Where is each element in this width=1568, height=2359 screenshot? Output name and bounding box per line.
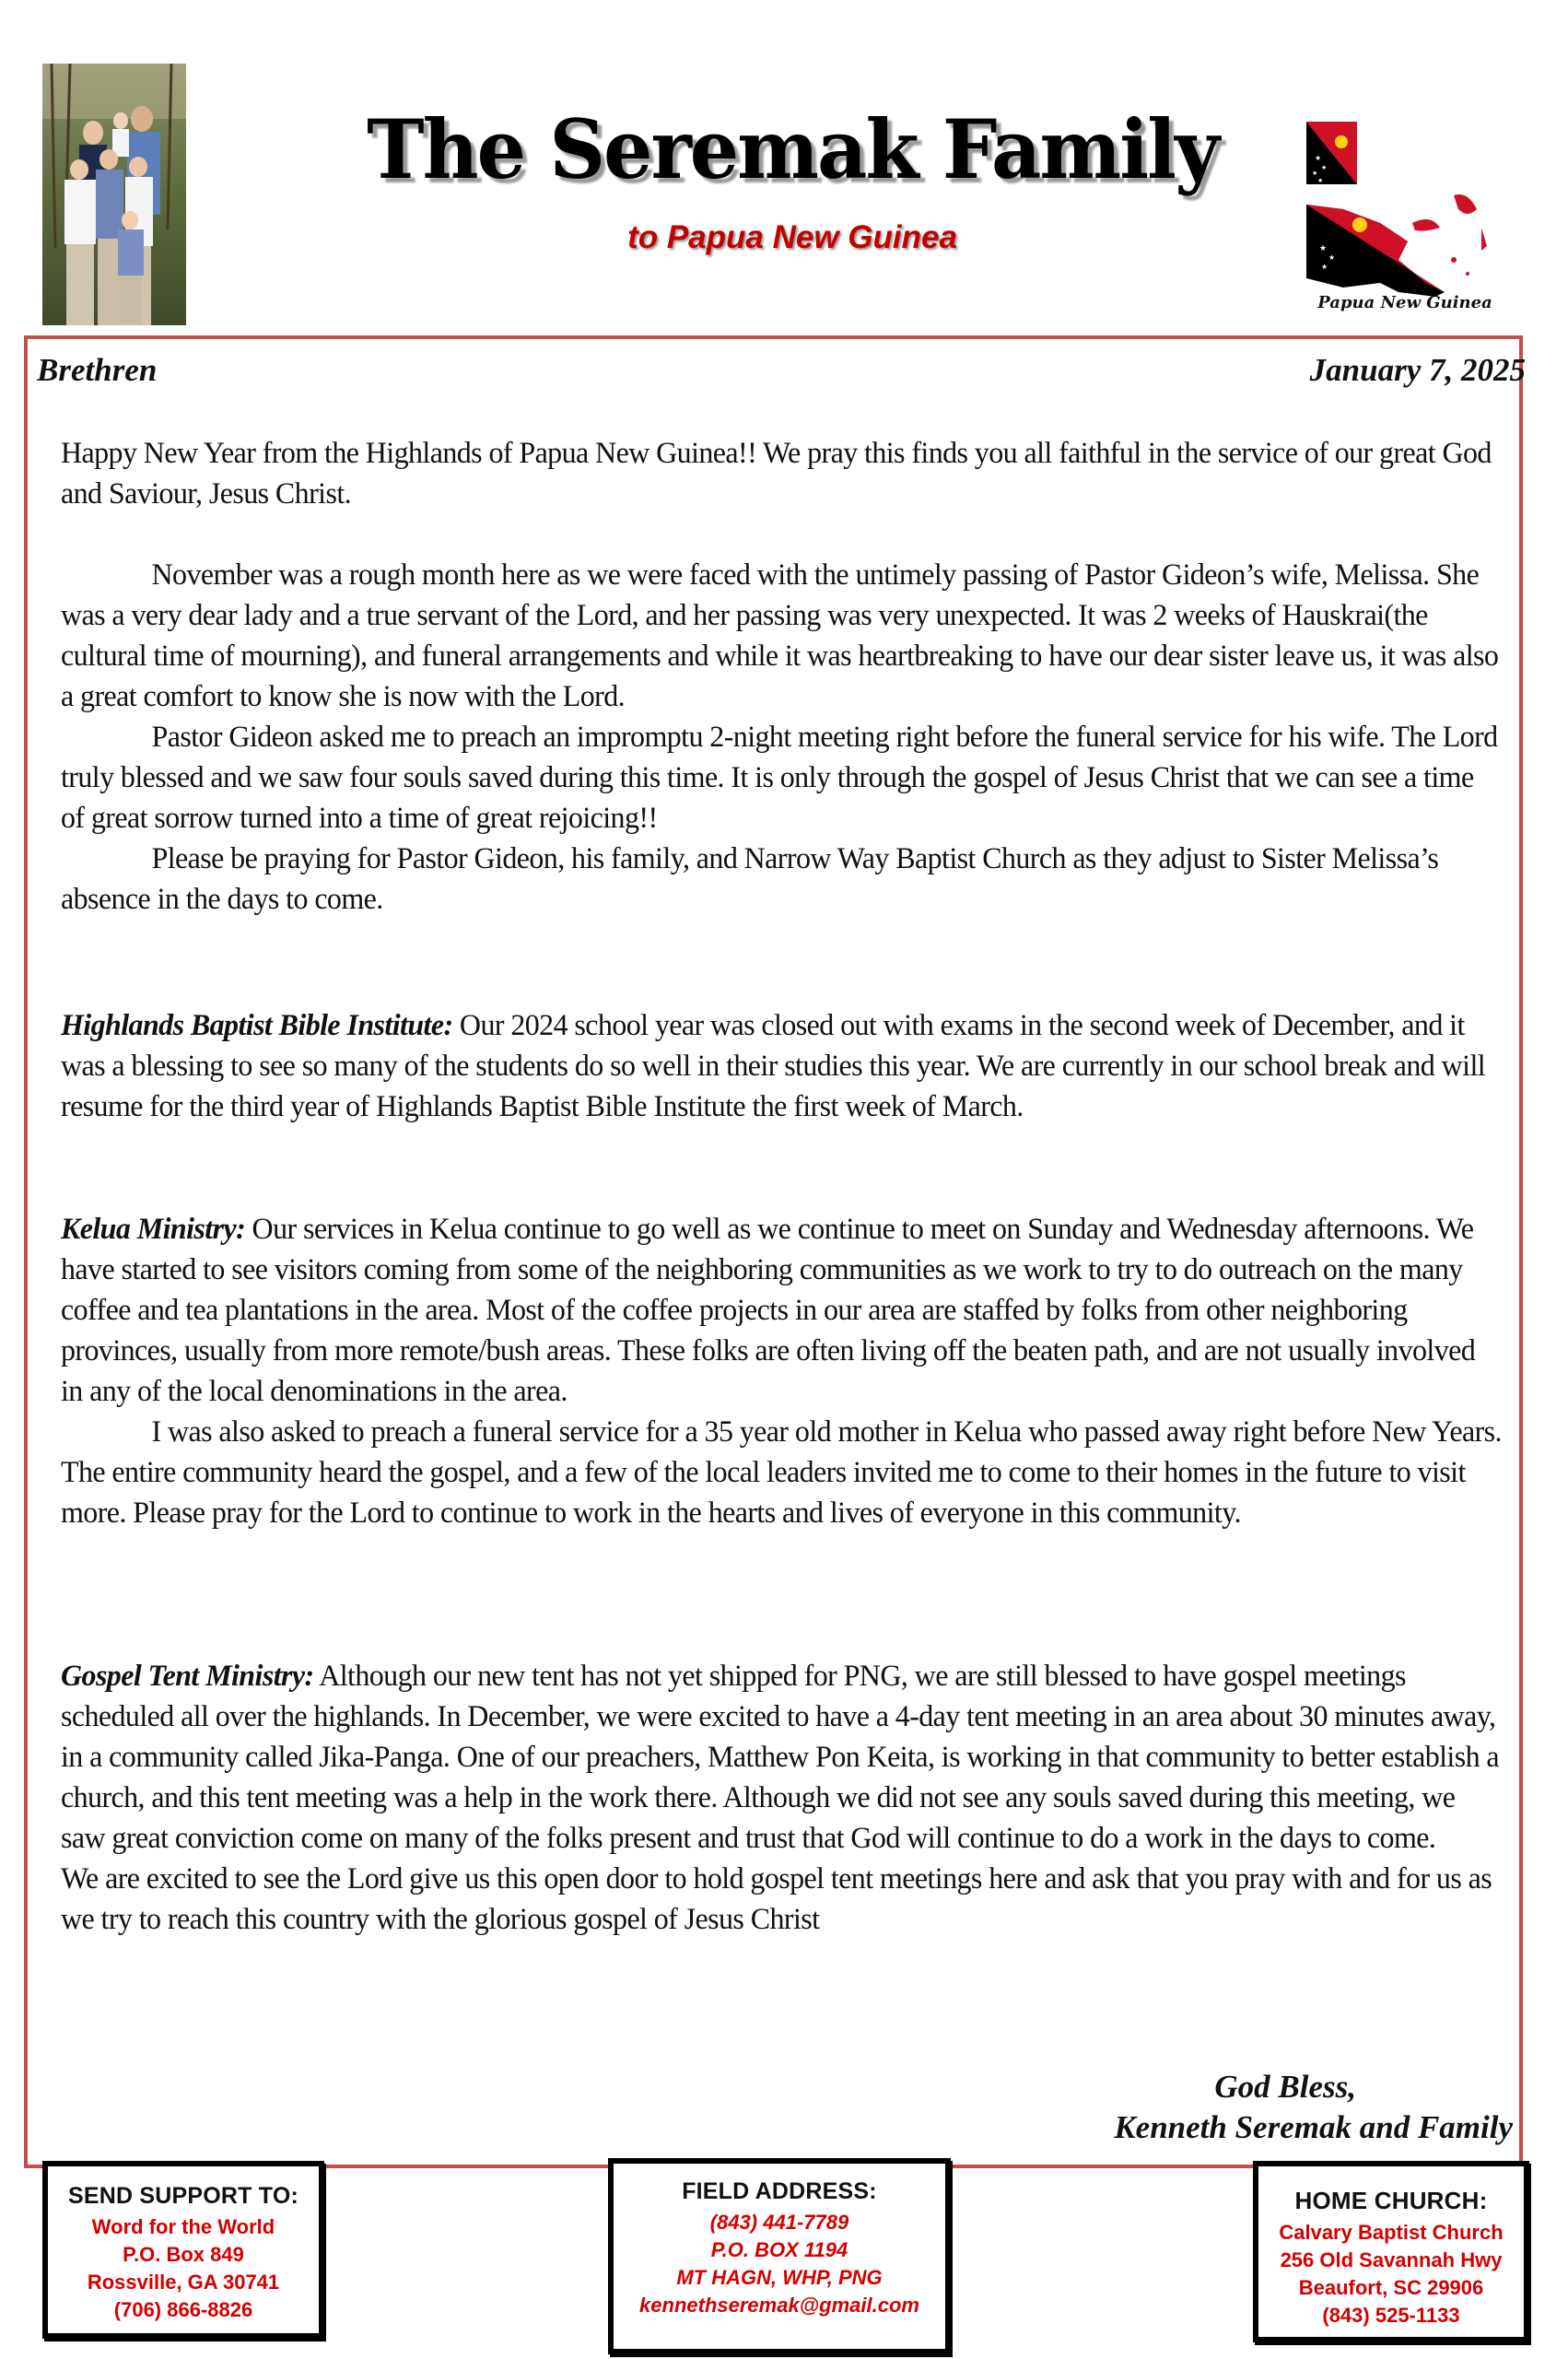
svg-text:★: ★ (1321, 263, 1328, 271)
salutation: Brethren (37, 352, 158, 388)
church-heading: HOME CHURCH: (1294, 2187, 1488, 2214)
paragraph-tent-closing: We are excited to see the Lord give us this open door to hold gospel tent meetings here and ask that you pray with and for us as we try to reach this country with the glorious gospel of Jesus Christ (61, 1862, 1492, 1936)
flag-caption: Papua New Guinea (1317, 293, 1492, 312)
section-kelua (61, 1209, 1504, 1533)
png-flag-icon (1306, 122, 1509, 315)
field-address-box (608, 2158, 951, 2354)
svg-text:★: ★ (1319, 243, 1328, 252)
support-line: Rossville, GA 30741 (87, 2271, 280, 2294)
support-line: Word for the World (91, 2215, 275, 2238)
section-label-hbbi: Highlands Baptist Bible Institute: (61, 1009, 453, 1042)
family-photo (42, 64, 186, 325)
closing-blessing: God Bless, (1214, 2069, 1356, 2105)
support-heading: SEND SUPPORT TO: (68, 2183, 298, 2209)
letter-intro (61, 433, 1504, 514)
section-label-kelua: Kelua Ministry: (61, 1213, 246, 1246)
home-church-box (1253, 2161, 1529, 2342)
support-line: P.O. Box 849 (123, 2243, 244, 2266)
svg-text:★: ★ (1321, 164, 1328, 171)
letter-date: January 7, 2025 (1309, 352, 1526, 388)
field-line: P.O. BOX 1194 (710, 2238, 848, 2261)
closing-signature: Kenneth Seremak and Family (1114, 2109, 1513, 2145)
church-line: (843) 525-1133 (1322, 2304, 1460, 2327)
family-photo-image (42, 64, 186, 325)
church-line: Calvary Baptist Church (1279, 2221, 1504, 2244)
section-label-tent: Gospel Tent Ministry: (61, 1660, 314, 1693)
paragraph-passing: November was a rough month here as we were faced with the untimely passing of Pastor Gideon’s wife, Melissa. She was a very dear lady and a true servant of the Lord, and her passing was very unexpected. It was 2 weeks of Hauskrai(the cultural time of mourning), and funeral arrangements and while it was heartbreaking to have our dear sister leave us, it was also a great comfort to know she is now with the Lord. (61, 558, 1499, 713)
newsletter-title: The Seremak Family (367, 101, 1218, 197)
tent-text: Although our new tent has not yet shipped for PNG, we are still blessed to have gospel meetings scheduled all over the highlands. In December, we were excited to have a 4-day tent meeting in an area about 30 minutes away, in a community called Jika-Panga. One of our preachers, Matthew Pon Keita, is working in that community to better establish a church, and this tent meeting was a help in the work there. Although we did not see any souls saved during this meeting, we saw great conviction come on many of the folks present and trust that God will continue to do a work in the days to come. (61, 1660, 1500, 1855)
png-flag-map-graphic (1306, 122, 1509, 315)
paragraph-kelua-funeral: I was also asked to preach a funeral service for a 35 year old mother in Kelua who passed away right before New Years. The entire community heard the gospel, and a few of the local leaders invited me to come to their homes in the future to visit more. Please pray for the Lord to continue to work in the hearts and lives of everyone in this community. (61, 1415, 1502, 1530)
newsletter-subtitle: to Papua New Guinea (627, 219, 957, 255)
paragraph-greeting: Happy New Year from the Highlands of Papua New Guinea!! We pray this finds you all faithful in the service of our great God and Saviour, Jesus Christ. (61, 437, 1492, 511)
section-tent (61, 1656, 1504, 1940)
paragraph-kelua (61, 1209, 1504, 1412)
paragraph-meeting: Pastor Gideon asked me to preach an impromptu 2-night meeting right before the funeral service for his wife. The Lord truly blessed and we saw four souls saved during this time. It is only through the gospel of Jesus Christ that we can see a time of great sorrow turned into a time of great rejoicing!! (61, 721, 1498, 835)
letter-news-section (61, 555, 1504, 920)
svg-text:★: ★ (1317, 177, 1324, 184)
svg-text:★: ★ (1312, 170, 1318, 177)
section-hbbi (61, 1005, 1504, 1127)
support-line: (706) 866-8826 (113, 2298, 253, 2321)
field-heading: FIELD ADDRESS: (682, 2178, 877, 2204)
svg-text:★: ★ (1328, 253, 1336, 262)
field-phone: (843) 441-7789 (709, 2211, 849, 2234)
field-line: MT HAGN, WHP, PNG (676, 2266, 883, 2289)
field-email-link[interactable]: kennethseremak@gmail.com (639, 2294, 919, 2317)
church-line: 256 Old Savannah Hwy (1280, 2248, 1503, 2271)
church-line: Beaufort, SC 29906 (1298, 2276, 1484, 2299)
kelua-text: Our services in Kelua continue to go well as we continue to meet on Sunday and Wednesday afternoons. We have started to see visitors coming from some of the neighboring communities as we work to try to do outreach on the many coffee and tea plantations in the area. Most of the coffee projects in our area are staffed by folks from other neighboring provinces, usually from more remote/bush areas. These folks are often living off the beaten path, and are not usually involved in any of the local denominations in the area. (61, 1213, 1476, 1408)
hbbi-text: Our 2024 school year was closed out with exams in the second week of December, and it was a blessing to see so many of the students do so well in their studies this year. We are currently in our school break and will resume for the third year of Highlands Baptist Bible Institute the first week of March. (61, 1009, 1486, 1123)
support-address-box (42, 2161, 324, 2339)
paragraph-prayer: Please be praying for Pastor Gideon, his family, and Narrow Way Baptist Church as they adjust to Sister Melissa’s absence in the days to come. (61, 842, 1439, 916)
paragraph-hbbi (61, 1005, 1504, 1127)
svg-text:★: ★ (1315, 154, 1322, 162)
paragraph-tent (61, 1656, 1504, 1859)
